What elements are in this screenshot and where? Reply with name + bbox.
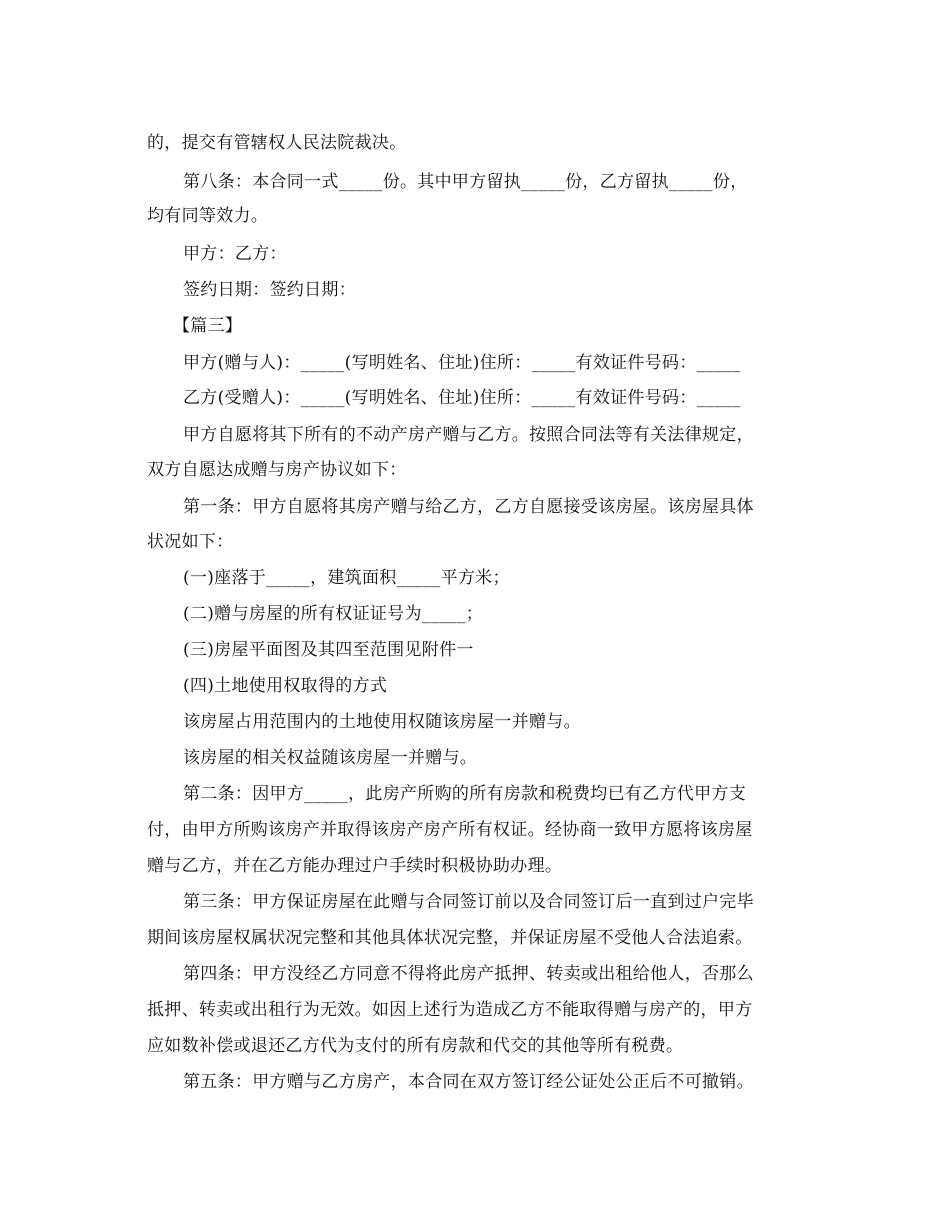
paragraph-line: 第五条：甲方赠与乙方房产，本合同在双方签订经公证处公正后不可撤销。 xyxy=(183,1072,754,1092)
paragraph-line: 状况如下： xyxy=(147,532,234,552)
paragraph-line: 第三条：甲方保证房屋在此赠与合同签订前以及合同签订后一直到过户完毕 xyxy=(183,892,754,912)
paragraph-line: 期间该房屋权属状况完整和其他具体状况完整，并保证房屋不受他人合法追索。 xyxy=(147,928,753,948)
paragraph-line: (一)座落于_____，建筑面积_____平方米； xyxy=(183,568,510,588)
paragraph-line: 第一条：甲方自愿将其房产赠与给乙方，乙方自愿接受该房屋。该房屋具体 xyxy=(183,497,754,517)
paragraph-line: 该房屋的相关权益随该房屋一并赠与。 xyxy=(183,748,478,768)
paragraph-line: 第八条：本合同一式_____份。其中甲方留执_____份，乙方留执_____份， xyxy=(183,172,748,192)
paragraph-line: 甲方(赠与人)：_____(写明姓名、住址)住所：_____有效证件号码：_____ xyxy=(183,353,741,373)
paragraph-line: 均有同等效力。 xyxy=(147,206,269,226)
paragraph-line: 双方自愿达成赠与房产协议如下： xyxy=(147,460,407,480)
paragraph-line: 甲方：乙方： xyxy=(183,244,287,264)
paragraph-line: 签约日期：签约日期： xyxy=(183,280,356,300)
paragraph-line: (二)赠与房屋的所有权证证号为_____； xyxy=(183,604,484,624)
section-heading: 【篇三】 xyxy=(173,316,243,336)
paragraph-line: 应如数补偿或退还乙方代为支付的所有房款和代交的其他等所有税费。 xyxy=(147,1036,684,1056)
paragraph-line: (三)房屋平面图及其四至范围见附件一 xyxy=(183,640,474,660)
paragraph-line: 第二条：因甲方_____，此房产所购的所有房款和税费均已有乙方代甲方支 xyxy=(183,784,746,804)
paragraph-line: 该房屋占用范围内的土地使用权随该房屋一并赠与。 xyxy=(183,712,581,732)
paragraph-line: (四)土地使用权取得的方式 xyxy=(183,676,388,696)
paragraph-line: 付，由甲方所购该房产并取得该房产房产所有权证。经协商一致甲方愿将该房屋 xyxy=(147,820,753,840)
paragraph-line: 甲方自愿将其下所有的不动产房产赠与乙方。按照合同法等有关法律规定， xyxy=(183,425,754,445)
paragraph-line: 抵押、转卖或出租行为无效。如因上述行为造成乙方不能取得赠与房产的，甲方 xyxy=(147,1000,753,1020)
paragraph-line: 的，提交有管辖权人民法院裁决。 xyxy=(147,133,407,153)
paragraph-line: 赠与乙方，并在乙方能办理过户手续时积极协助办理。 xyxy=(147,856,563,876)
paragraph-line: 第四条：甲方没经乙方同意不得将此房产抵押、转卖或出租给他人，否那么 xyxy=(183,964,754,984)
paragraph-line: 乙方(受赠人)：_____(写明姓名、住址)住所：_____有效证件号码：_____ xyxy=(183,388,741,408)
